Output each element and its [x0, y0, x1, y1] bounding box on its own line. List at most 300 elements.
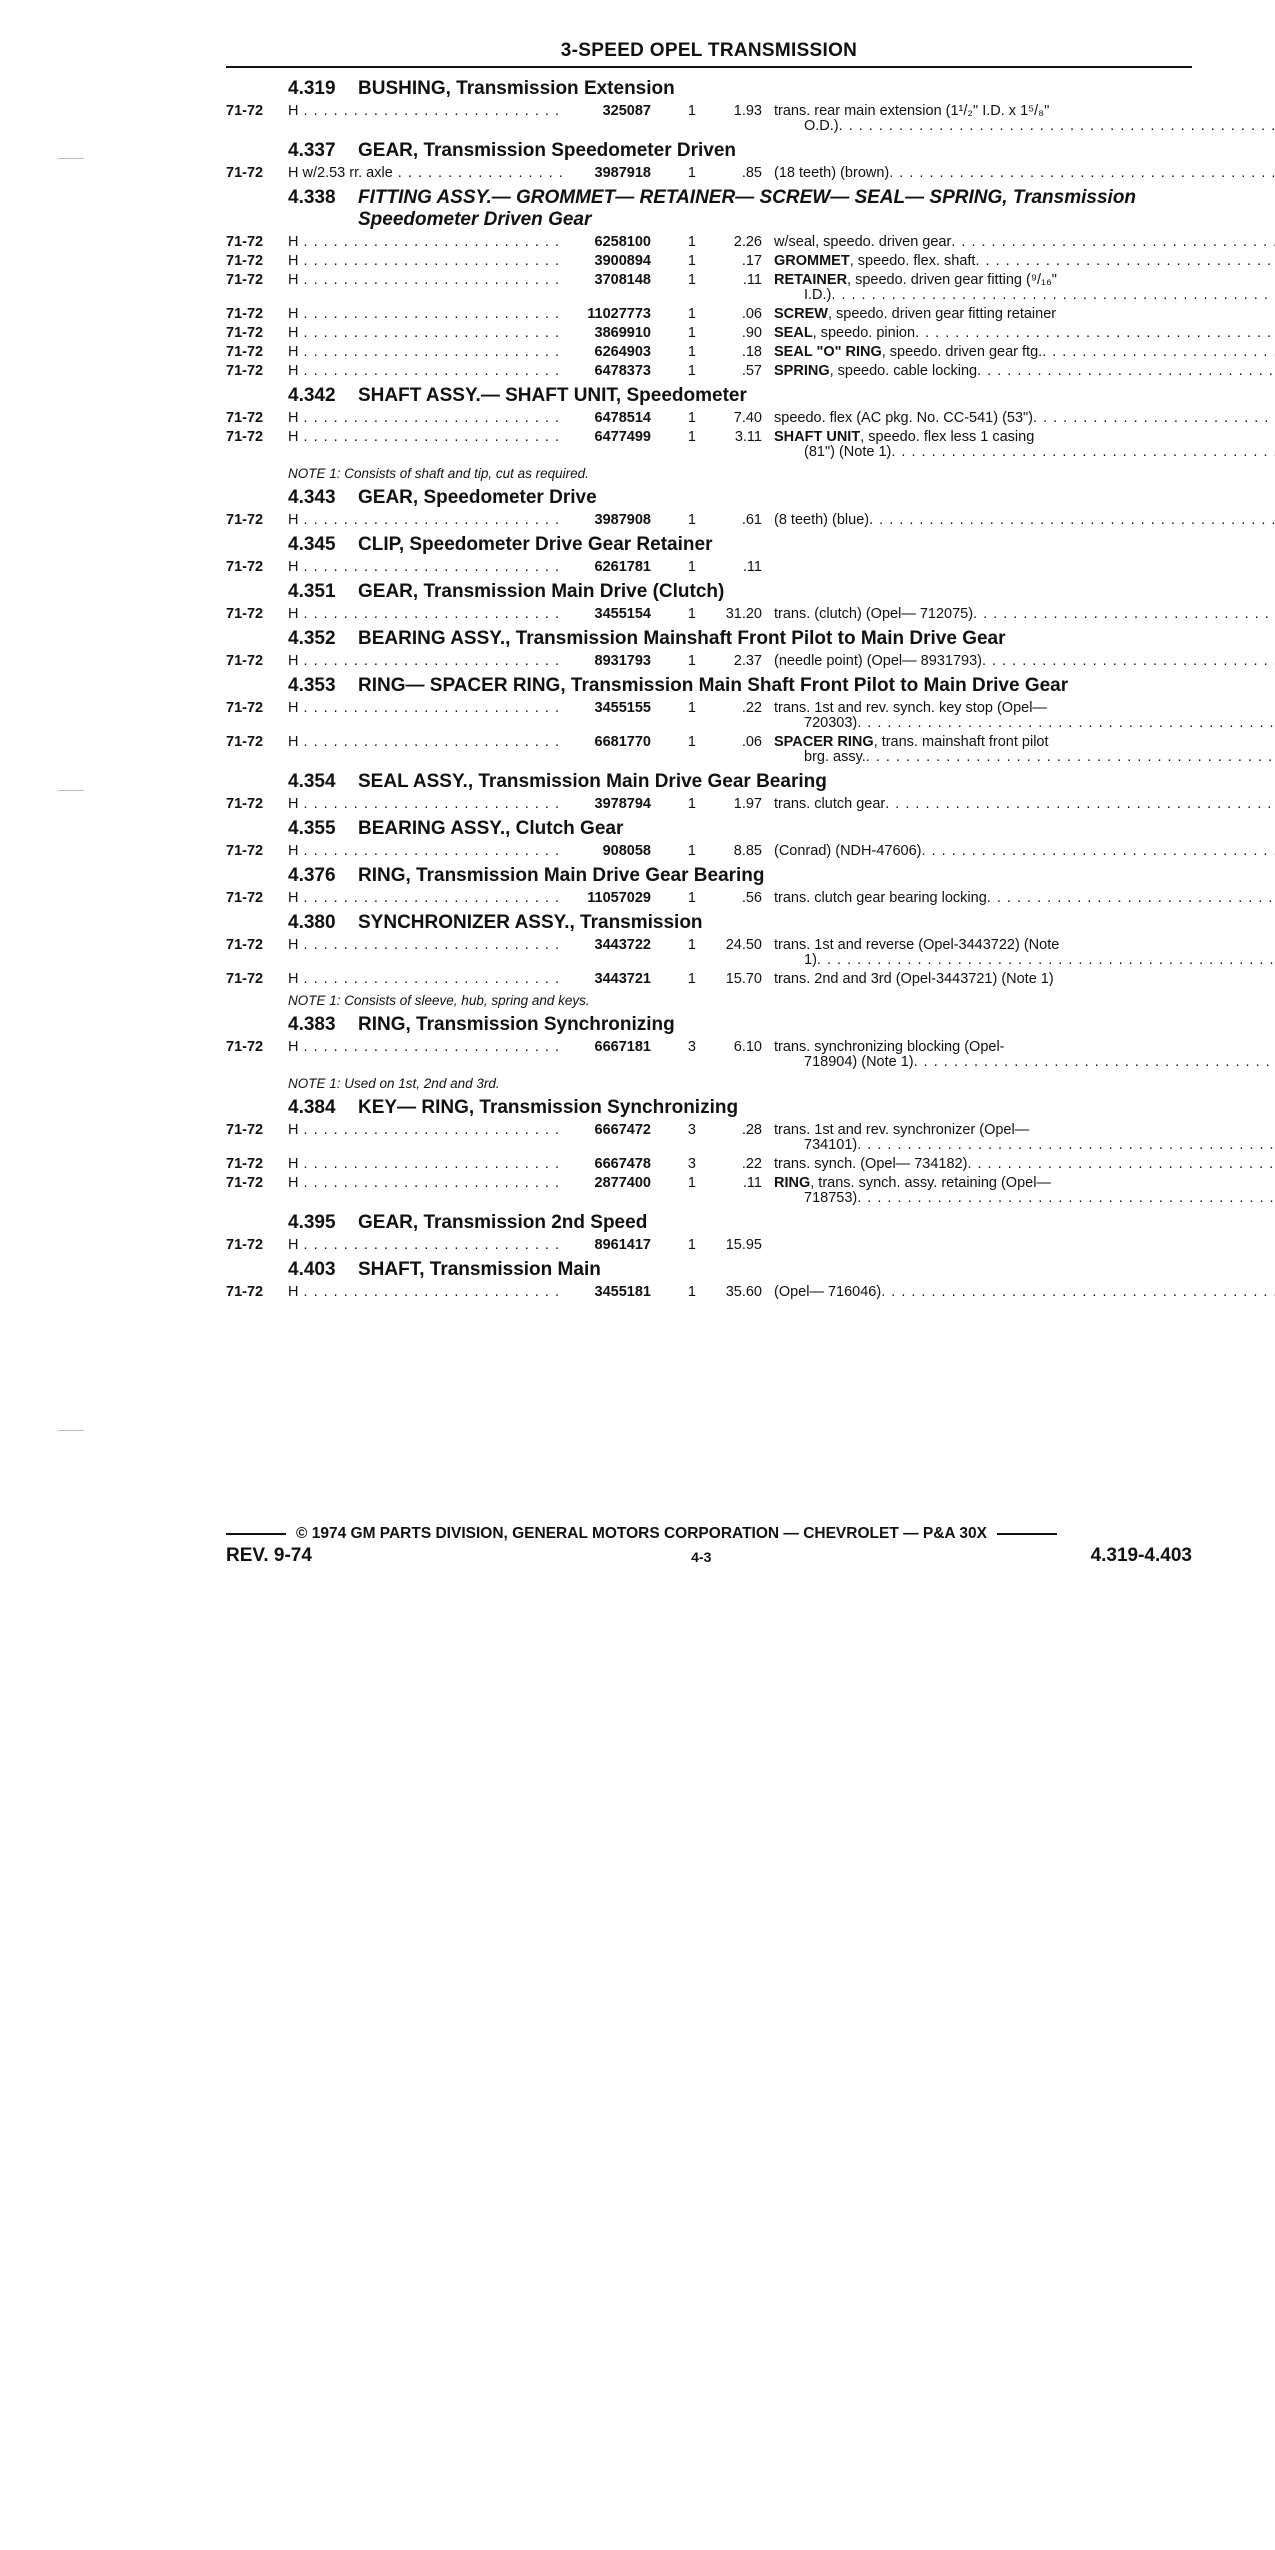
model-year: 71-72 — [226, 843, 264, 859]
model-code: H . . . — [288, 364, 563, 379]
section-number: 4.380 — [288, 912, 336, 933]
description-text: 734101) — [804, 1138, 858, 1153]
section-4-319 — [226, 78, 1192, 134]
description-line — [774, 607, 1275, 622]
model-code: H . . . — [288, 972, 563, 987]
description — [774, 891, 1275, 906]
section-4-384 — [226, 1097, 1192, 1206]
description — [774, 1176, 1275, 1206]
part-row — [226, 1157, 1192, 1172]
description — [774, 326, 1275, 341]
section-heading — [226, 865, 1192, 887]
description — [774, 166, 1275, 181]
model-year: 71-72 — [226, 429, 264, 445]
section-4-352 — [226, 628, 1192, 669]
section-heading — [226, 1014, 1192, 1036]
part-row — [226, 938, 1192, 968]
part-row — [226, 326, 1192, 341]
section-4-345 — [226, 534, 1192, 575]
quantity: 1 — [687, 1237, 696, 1253]
model-year: 71-72 — [226, 559, 264, 575]
part-number: 6681770 — [594, 734, 651, 750]
part-row — [226, 701, 1192, 731]
section-title: SYNCHRONIZER ASSY., Transmission — [358, 912, 703, 933]
part-row — [226, 104, 1192, 134]
section-number: 4.376 — [288, 865, 336, 886]
description — [774, 1040, 1275, 1070]
quantity: 1 — [687, 253, 696, 269]
price: 31.20 — [725, 606, 762, 622]
description — [774, 607, 1275, 622]
part-number: 6478373 — [594, 363, 651, 379]
price: 1.93 — [733, 103, 762, 119]
description-text: trans. rear main extension (1¹/₂" I.D. x 1⁵/₈" — [774, 104, 1050, 119]
price: .28 — [741, 1122, 762, 1138]
section-heading — [226, 771, 1192, 793]
description-text: (needle point) (Opel— 8931793) — [774, 654, 982, 669]
description — [774, 345, 1275, 360]
model-year: 71-72 — [226, 700, 264, 716]
quantity: 1 — [687, 410, 696, 426]
quantity: 3 — [687, 1122, 696, 1138]
model-year: 71-72 — [226, 253, 264, 269]
part-number: 6477499 — [594, 429, 651, 445]
section-title: BEARING ASSY., Transmission Mainshaft Front Pilot to Main Drive Gear — [358, 628, 1006, 649]
section-number: 4.354 — [288, 771, 336, 792]
section-title: GEAR, Transmission Main Drive (Clutch) — [358, 581, 725, 602]
description-line — [774, 513, 1275, 528]
section-4-338 — [226, 187, 1192, 379]
description-text: trans. 1st and reverse (Opel-3443722) (Note — [774, 938, 1060, 953]
description-text: brg. assy. — [804, 750, 866, 765]
price: 3.11 — [734, 429, 762, 445]
description-line — [774, 1123, 1275, 1138]
section-4-383 — [226, 1014, 1192, 1091]
model-code: H . . . — [288, 1176, 563, 1191]
description-line — [774, 1285, 1275, 1300]
quantity: 1 — [687, 971, 696, 987]
copyright-text: © 1974 GM PARTS DIVISION, GENERAL MOTORS CORPORATION — CHEVROLET — P&A 30X — [296, 1525, 987, 1542]
quantity: 1 — [687, 1175, 696, 1191]
model-code: H . . . — [288, 1285, 563, 1300]
model-year: 71-72 — [226, 971, 264, 987]
part-row — [226, 273, 1192, 303]
section-4-343 — [226, 487, 1192, 528]
section-note: NOTE 1: Consists of sleeve, hub, spring and keys. — [288, 993, 590, 1008]
scan-mark — [58, 790, 84, 791]
model-year: 71-72 — [226, 234, 264, 250]
model-code: H . . . — [288, 307, 563, 322]
description-text: SPACER RING, trans. mainshaft front pilot — [774, 735, 1049, 750]
part-row — [226, 972, 1192, 987]
description-line — [774, 1040, 1275, 1055]
part-number: 3900894 — [594, 253, 651, 269]
part-number: 3455181 — [594, 1284, 651, 1300]
model-year: 71-72 — [226, 1237, 264, 1253]
description-text: 718904) (Note 1) — [804, 1055, 914, 1070]
section-title: GEAR, Transmission 2nd Speed — [358, 1212, 648, 1233]
part-row — [226, 607, 1192, 622]
section-note: NOTE 1: Consists of shaft and tip, cut as required. — [288, 466, 589, 481]
copyright-line — [226, 1525, 1192, 1543]
model-year: 71-72 — [226, 890, 264, 906]
section-heading — [226, 581, 1192, 603]
description-line — [774, 1055, 1275, 1070]
model-code: H . . . — [288, 430, 563, 445]
description — [774, 972, 1192, 987]
description-line — [774, 307, 1192, 322]
part-number: 11027773 — [587, 306, 651, 322]
model-code: H . . . — [288, 1238, 563, 1253]
price: .22 — [741, 700, 762, 716]
description-line — [774, 273, 1275, 288]
part-number: 6667181 — [594, 1039, 651, 1055]
description-line — [774, 797, 1275, 812]
quantity: 1 — [687, 606, 696, 622]
description-line — [774, 104, 1275, 119]
description — [774, 273, 1275, 303]
section-number: 4.345 — [288, 534, 336, 555]
section-heading — [226, 818, 1192, 840]
description-text: O.D.) — [804, 119, 839, 134]
model-code: H . . . — [288, 235, 563, 250]
description — [774, 654, 1275, 669]
description-line — [774, 844, 1275, 859]
description-text: (Conrad) (NDH-47606) — [774, 844, 922, 859]
model-code: H . . . — [288, 1157, 563, 1172]
description-text: (81") (Note 1) — [804, 445, 892, 460]
section-4-354 — [226, 771, 1192, 812]
model-year: 71-72 — [226, 1039, 264, 1055]
section-heading — [226, 385, 1192, 407]
price: 15.95 — [725, 1237, 762, 1253]
description-line — [774, 235, 1275, 250]
section-title: KEY— RING, Transmission Synchronizing — [358, 1097, 739, 1118]
description-line — [774, 1176, 1275, 1191]
part-number: 6667472 — [594, 1122, 651, 1138]
description-line — [774, 750, 1275, 765]
part-row — [226, 345, 1192, 360]
part-row — [226, 411, 1192, 426]
part-number: 6667478 — [594, 1156, 651, 1172]
description — [774, 235, 1275, 250]
model-code: H . . . — [288, 1123, 563, 1138]
description — [774, 701, 1275, 731]
page-title: 3-SPEED OPEL TRANSMISSION — [226, 40, 1192, 68]
description-line — [774, 891, 1275, 906]
part-number: 3987918 — [594, 165, 651, 181]
part-row — [226, 654, 1192, 669]
section-heading — [226, 534, 1192, 556]
section-title: BEARING ASSY., Clutch Gear — [358, 818, 624, 839]
section-4-342 — [226, 385, 1192, 481]
section-heading — [226, 1259, 1192, 1281]
description-line — [774, 735, 1275, 750]
description-text: trans. 2nd and 3rd (Opel-3443721) (Note 1) — [774, 972, 1054, 987]
model-code: H . . . — [288, 326, 563, 341]
part-number: 2877400 — [594, 1175, 651, 1191]
quantity: 1 — [687, 429, 696, 445]
section-number: 4.352 — [288, 628, 336, 649]
section-heading — [226, 140, 1192, 162]
description-text: SHAFT UNIT, speedo. flex less 1 casing — [774, 430, 1035, 445]
price: .22 — [741, 1156, 762, 1172]
description-text: 718753) — [804, 1191, 858, 1206]
model-year: 71-72 — [226, 272, 264, 288]
section-number: 4.338 — [288, 187, 336, 208]
part-row — [226, 235, 1192, 250]
part-number: 908058 — [602, 843, 651, 859]
price: 6.10 — [733, 1039, 762, 1055]
part-row — [226, 513, 1192, 528]
description-text: trans. 1st and rev. synch. key stop (Opel— — [774, 701, 1047, 716]
section-title: RING, Transmission Synchronizing — [358, 1014, 675, 1035]
model-code: H . . . — [288, 654, 563, 669]
section-heading — [226, 628, 1192, 650]
description-text: trans. synchronizing blocking (Opel- — [774, 1040, 1005, 1055]
model-code: H . . . — [288, 345, 563, 360]
price: 8.85 — [733, 843, 762, 859]
footer-rule-right — [997, 1533, 1057, 1535]
description-text: trans. 1st and rev. synchronizer (Opel— — [774, 1123, 1030, 1138]
description-text: SPRING, speedo. cable locking — [774, 364, 978, 379]
description-line — [774, 701, 1275, 716]
price: 15.70 — [725, 971, 762, 987]
quantity: 3 — [687, 1039, 696, 1055]
part-row — [226, 1123, 1192, 1153]
description — [774, 797, 1275, 812]
model-code: H . . . — [288, 844, 563, 859]
section-number: 4.383 — [288, 1014, 336, 1035]
description — [774, 364, 1275, 379]
part-row — [226, 1238, 1192, 1253]
description-text: 1) — [804, 953, 817, 968]
price: .06 — [741, 306, 762, 322]
section-number: 4.319 — [288, 78, 336, 99]
model-year: 71-72 — [226, 1156, 264, 1172]
section-title: SHAFT, Transmission Main — [358, 1259, 601, 1280]
model-code: H . . . — [288, 938, 563, 953]
model-year: 71-72 — [226, 363, 264, 379]
part-number: 3978794 — [594, 796, 651, 812]
quantity: 1 — [687, 653, 696, 669]
part-row — [226, 166, 1192, 181]
footer-rule-left — [226, 1533, 286, 1535]
part-row — [226, 844, 1192, 859]
model-code: H . . . — [288, 513, 563, 528]
description-text: trans. (clutch) (Opel— 712075) — [774, 607, 974, 622]
quantity: 1 — [687, 700, 696, 716]
description-text: 720303) — [804, 716, 858, 731]
page-number: 4-3 — [691, 1549, 712, 1565]
part-row — [226, 735, 1192, 765]
part-row — [226, 254, 1192, 269]
description-text: RETAINER, speedo. driven gear fitting (⁹/₁₆" — [774, 273, 1057, 288]
section-range: 4.319-4.403 — [1090, 1545, 1192, 1566]
quantity: 1 — [687, 512, 696, 528]
model-code: H . . . — [288, 891, 563, 906]
part-row — [226, 307, 1192, 322]
section-title: SHAFT ASSY.— SHAFT UNIT, Speedometer — [358, 385, 747, 406]
description-line — [774, 953, 1275, 968]
part-row — [226, 1285, 1192, 1300]
price: .90 — [741, 325, 762, 341]
description-line — [774, 445, 1275, 460]
section-number: 4.355 — [288, 818, 336, 839]
section-heading — [226, 1212, 1192, 1234]
model-year: 71-72 — [226, 1175, 264, 1191]
section-heading — [226, 675, 1192, 697]
revision-label: REV. 9-74 — [226, 1545, 312, 1566]
section-4-403 — [226, 1259, 1192, 1300]
quantity: 1 — [687, 363, 696, 379]
description — [774, 254, 1275, 269]
part-number: 8961417 — [594, 1237, 651, 1253]
part-number: 11057029 — [587, 890, 651, 906]
description-line — [774, 430, 1275, 445]
description-text: trans. clutch gear bearing locking — [774, 891, 987, 906]
part-row — [226, 430, 1192, 460]
section-title: GEAR, Speedometer Drive — [358, 487, 597, 508]
description — [774, 307, 1192, 322]
part-row — [226, 1176, 1192, 1206]
part-row — [226, 891, 1192, 906]
section-title: BUSHING, Transmission Extension — [358, 78, 675, 99]
model-year: 71-72 — [226, 103, 264, 119]
description-line — [774, 716, 1275, 731]
description — [774, 513, 1275, 528]
model-code: H . . . — [288, 560, 563, 575]
section-heading — [226, 487, 1192, 509]
description-line — [774, 654, 1275, 669]
description — [774, 938, 1275, 968]
price: 35.60 — [725, 1284, 762, 1300]
model-year: 71-72 — [226, 1122, 264, 1138]
description-line — [774, 364, 1275, 379]
model-year: 71-72 — [226, 653, 264, 669]
model-year: 71-72 — [226, 512, 264, 528]
description-line — [774, 119, 1275, 134]
part-number: 6478514 — [594, 410, 651, 426]
description-line — [774, 411, 1275, 426]
description-text: w/seal, speedo. driven gear — [774, 235, 952, 250]
quantity: 1 — [687, 937, 696, 953]
description-text: (Opel— 716046) — [774, 1285, 882, 1300]
description-text: GROMMET, speedo. flex. shaft — [774, 254, 976, 269]
description — [774, 411, 1275, 426]
page-footer — [226, 1525, 1192, 1567]
part-number: 3455155 — [594, 700, 651, 716]
quantity: 3 — [687, 1156, 696, 1172]
quantity: 1 — [687, 890, 696, 906]
model-year: 71-72 — [226, 306, 264, 322]
description-text: I.D.) — [804, 288, 832, 303]
description-text: (8 teeth) (blue) — [774, 513, 870, 528]
price: .57 — [741, 363, 762, 379]
section-title: GEAR, Transmission Speedometer Driven — [358, 140, 737, 161]
quantity: 1 — [687, 344, 696, 360]
description — [774, 1123, 1275, 1153]
quantity: 1 — [687, 734, 696, 750]
quantity: 1 — [687, 796, 696, 812]
price: 7.40 — [733, 410, 762, 426]
description-text: SEAL "O" RING, speedo. driven gear ftg. — [774, 345, 1043, 360]
part-number: 3987908 — [594, 512, 651, 528]
price: 2.37 — [733, 653, 762, 669]
price: .11 — [742, 1175, 762, 1191]
footer-row — [226, 1545, 1192, 1567]
part-number: 325087 — [602, 103, 651, 119]
section-title: RING, Transmission Main Drive Gear Bearing — [358, 865, 765, 886]
section-4-376 — [226, 865, 1192, 906]
description-line — [774, 326, 1275, 341]
part-number: 8931793 — [594, 653, 651, 669]
model-year: 71-72 — [226, 734, 264, 750]
description-line — [774, 1138, 1275, 1153]
section-title: FITTING ASSY.— GROMMET— RETAINER— SCREW— SEAL— SPRING, Transmission Speedometer Driven Gear — [358, 187, 1137, 230]
part-number: 6264903 — [594, 344, 651, 360]
part-number: 3708148 — [594, 272, 651, 288]
section-note: NOTE 1: Used on 1st, 2nd and 3rd. — [288, 1076, 500, 1091]
price: .17 — [741, 253, 762, 269]
quantity: 1 — [687, 165, 696, 181]
part-number: 6258100 — [594, 234, 651, 250]
price: .11 — [742, 272, 762, 288]
section-title: RING— SPACER RING, Transmission Main Shaft Front Pilot to Main Drive Gear — [358, 675, 1069, 696]
quantity: 1 — [687, 272, 696, 288]
section-number: 4.337 — [288, 140, 336, 161]
quantity: 1 — [687, 103, 696, 119]
section-number: 4.403 — [288, 1259, 336, 1280]
model-year: 71-72 — [226, 344, 264, 360]
part-row — [226, 364, 1192, 379]
description-text: speedo. flex (AC pkg. No. CC-541) (53") — [774, 411, 1034, 426]
section-number: 4.343 — [288, 487, 336, 508]
section-title: CLIP, Speedometer Drive Gear Retainer — [358, 534, 713, 555]
description-line — [774, 972, 1192, 987]
section-4-355 — [226, 818, 1192, 859]
part-row — [226, 1040, 1192, 1070]
description-text: SCREW, speedo. driven gear fitting retainer — [774, 307, 1057, 322]
model-code: H . . . — [288, 254, 563, 269]
section-4-380 — [226, 912, 1192, 1008]
section-4-395 — [226, 1212, 1192, 1253]
part-row — [226, 797, 1192, 812]
description — [774, 104, 1275, 134]
model-code: H . . . — [288, 701, 563, 716]
price: .18 — [741, 344, 762, 360]
description-line — [774, 254, 1275, 269]
description — [774, 1157, 1275, 1172]
section-4-351 — [226, 581, 1192, 622]
model-year: 71-72 — [226, 937, 264, 953]
scan-mark — [58, 158, 84, 159]
quantity: 1 — [687, 234, 696, 250]
description-line — [774, 1157, 1275, 1172]
description-text: RING, trans. synch. assy. retaining (Opel— — [774, 1176, 1051, 1191]
section-number: 4.384 — [288, 1097, 336, 1118]
model-year: 71-72 — [226, 410, 264, 426]
quantity: 1 — [687, 325, 696, 341]
model-code: H . . . — [288, 607, 563, 622]
part-number: 3455154 — [594, 606, 651, 622]
section-heading — [226, 78, 1192, 100]
description-text: (18 teeth) (brown) — [774, 166, 890, 181]
section-heading — [226, 187, 1192, 231]
price: .61 — [741, 512, 762, 528]
section-number: 4.395 — [288, 1212, 336, 1233]
section-4-353 — [226, 675, 1192, 765]
